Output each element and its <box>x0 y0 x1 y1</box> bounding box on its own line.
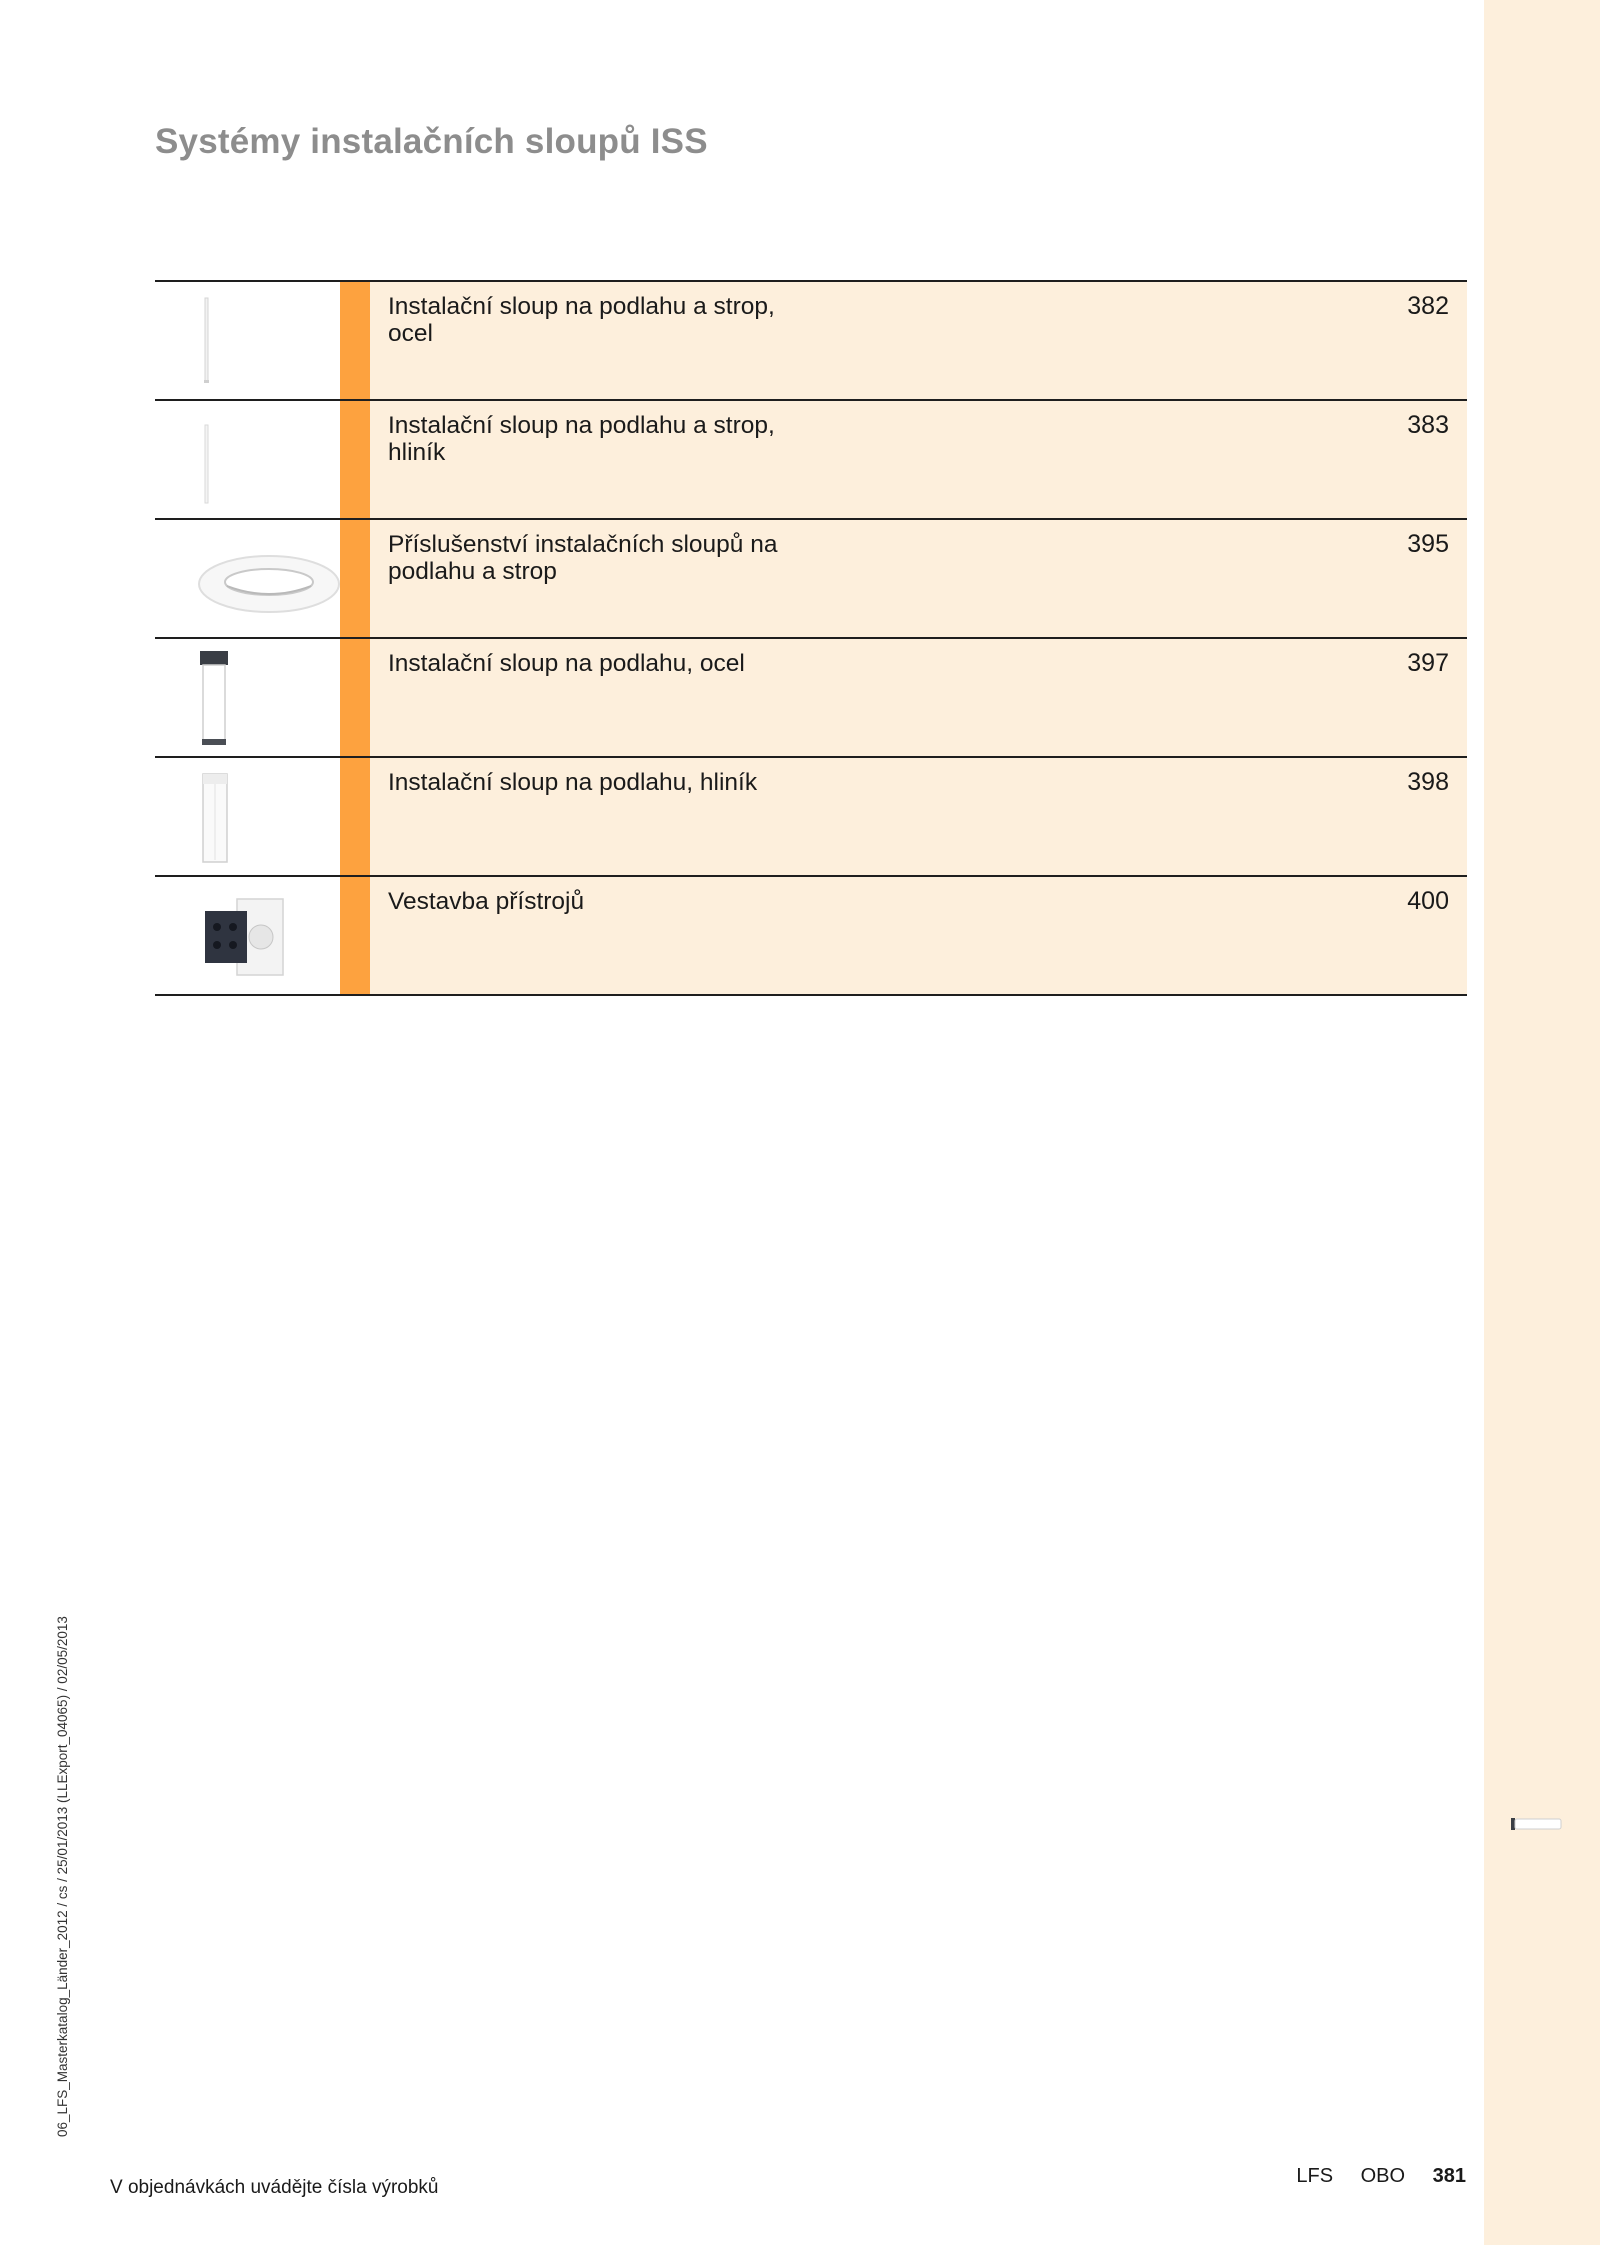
text-cell <box>370 639 1467 756</box>
toc-entry-title[interactable]: Instalační sloup na podlahu a strop, hliník <box>388 412 775 466</box>
text-cell <box>370 282 1467 399</box>
footer-brand: OBO <box>1360 2165 1406 2187</box>
right-margin-strip <box>1484 0 1600 2245</box>
accent-bar <box>340 639 370 756</box>
text-cell <box>370 401 1467 518</box>
thumb-cell <box>155 877 340 994</box>
toc-row[interactable] <box>155 877 1467 996</box>
toc-entry-page[interactable]: 400 <box>1407 887 1449 915</box>
toc-entry-title[interactable]: Příslušenství instalačních sloupů na podlahu a strop <box>388 531 778 585</box>
accent-bar <box>340 758 370 875</box>
accent-bar <box>340 401 370 518</box>
thumb-cell <box>155 758 340 875</box>
thumb-cell <box>155 520 340 637</box>
thumb-cell <box>155 401 340 518</box>
thumb-cell <box>155 639 340 756</box>
accent-bar <box>340 282 370 399</box>
toc-entry-page[interactable]: 383 <box>1407 411 1449 439</box>
footer-page-number: 381 <box>1432 2165 1466 2187</box>
text-cell <box>370 520 1467 637</box>
accent-bar <box>340 877 370 994</box>
toc-entry-page[interactable]: 398 <box>1407 768 1449 796</box>
thumb-cell <box>155 282 340 399</box>
toc-row[interactable] <box>155 520 1467 639</box>
footer-note: V objednávkách uvádějte čísla výrobků <box>110 2177 439 2198</box>
aluminium-floor-ceiling-pole-icon <box>199 423 215 507</box>
toc-entry-title[interactable]: Instalační sloup na podlahu, ocel <box>388 650 745 677</box>
device-installation-icon <box>201 893 291 981</box>
footer-section: LFS <box>1296 2165 1334 2187</box>
text-cell <box>370 758 1467 875</box>
toc-entry-title[interactable]: Vestavba přístrojů <box>388 888 585 915</box>
aluminium-floor-pole-icon <box>199 772 231 866</box>
toc-entry-page[interactable]: 397 <box>1407 649 1449 677</box>
steel-floor-ceiling-pole-icon <box>199 296 215 386</box>
toc-entry-title[interactable]: Instalační sloup na podlahu, hliník <box>388 769 758 796</box>
toc-table <box>155 280 1467 996</box>
register-tab-marker <box>1511 1817 1562 1831</box>
toc-row[interactable] <box>155 401 1467 520</box>
toc-entry-page[interactable]: 382 <box>1407 292 1449 320</box>
accent-bar <box>340 520 370 637</box>
toc-entry-title[interactable]: Instalační sloup na podlahu a strop, ocel <box>388 293 775 347</box>
toc-row[interactable] <box>155 758 1467 877</box>
toc-row[interactable] <box>155 282 1467 401</box>
text-cell <box>370 877 1467 994</box>
toc-row[interactable] <box>155 639 1467 758</box>
toc-entry-page[interactable]: 395 <box>1407 530 1449 558</box>
footer-right <box>1274 2165 1466 2188</box>
page-title: Systémy instalačních sloupů ISS <box>155 122 708 161</box>
pole-accessory-ring-icon <box>197 550 342 616</box>
steel-floor-pole-icon <box>197 649 233 749</box>
side-imprint: 06_LFS_Masterkatalog_Länder_2012 / cs / 25/01/2013 (LLExport_04065) / 02/05/2013 <box>55 1616 70 2137</box>
